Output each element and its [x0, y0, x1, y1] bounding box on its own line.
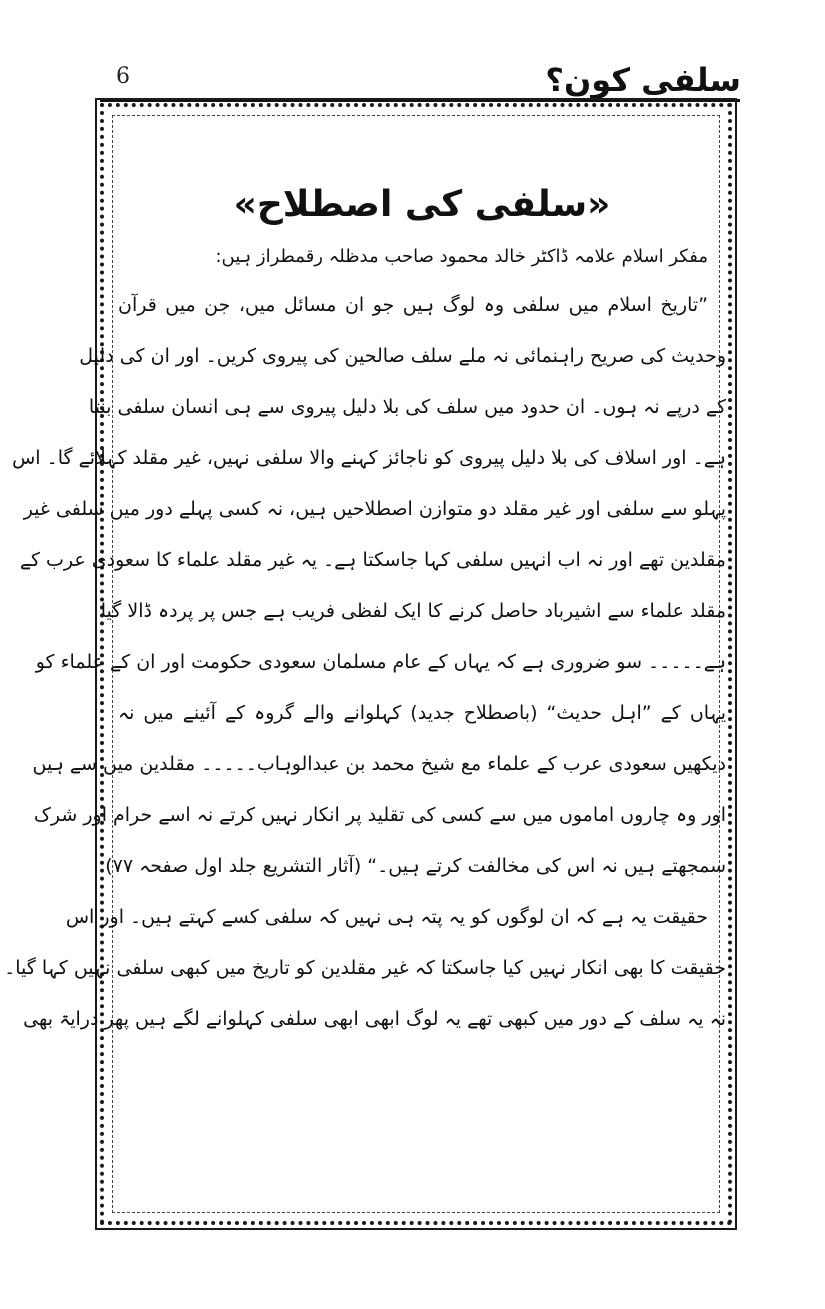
body-line-1: ”تاریخ اسلام میں سلفی وہ لوگ ہیں جو ان مسائل میں، جن میں قرآن: [118, 294, 708, 316]
page-number: 6: [116, 64, 130, 89]
section-title: «سلفی کی اصطلاح»: [233, 184, 611, 225]
body-line-13: حقیقت یہ ہے کہ ان لوگوں کو یہ پتہ ہی نہیں کہ سلفی کسے کہتے ہیں۔ اور اس: [65, 906, 708, 928]
header-rule: [100, 99, 740, 102]
body-line-10: دیکھیں سعودی عرب کے علماء مع شیخ محمد بن عبدالوہاب۔۔۔۔۔ مقلدین میں سے ہیں: [32, 753, 726, 775]
body-line-8: ہے۔۔۔۔۔ سو ضروری ہے کہ یہاں کے عام مسلمان سعودی حکومت اور ان کے علماء کو: [35, 651, 726, 673]
page-content: [4, 180, 726, 1045]
body-line-3: کے درپے نہ ہوں۔ ان حدود میں سلف کی بلا دلیل پیروی سے ہی انسان سلفی بنتا: [88, 396, 726, 418]
body-line-9: یہاں کے ”اہل حدیث“ (باصطلاح جدید) کہلوانے والے گروہ کے آئینے میں نہ: [118, 702, 726, 724]
body-line-5: پہلو سے سلفی اور غیر مقلد دو متوازن اصطلاحیں ہیں، نہ کسی پہلے دور میں سلفی غیر: [23, 498, 726, 520]
body-line-2: وحدیث کی صریح راہنمائی نہ ملے سلف صالحین کی پیروی کریں۔ اور ان کی دلیل: [79, 345, 726, 367]
body-line-7: مقلد علماء سے اشیرباد حاصل کرنے کا ایک لفظی فریب ہے جس پر پردہ ڈالا گیا: [100, 600, 726, 622]
body-line-4: ہے۔ اور اسلاف کی بلا دلیل پیروی کو ناجائز کہنے والا سلفی نہیں، غیر مقلد کہلائے گا۔ اس: [12, 447, 726, 469]
body-line-15: نہ یہ سلف کے دور میں کبھی تھے یہ لوگ ابھی ابھی سلفی کہلوانے لگے ہیں پھر درایۃ بھی: [23, 1008, 726, 1030]
intro-line: مفکر اسلام علامہ ڈاکٹر خالد محمود صاحب مدظلہ رقمطراز ہیں:: [215, 246, 708, 267]
body-line-14: حقیقت کا بھی انکار نہیں کیا جاسکتا کہ غیر مقلدین کو تاریخ میں کبھی سلفی نہیں کہا گیا۔: [4, 957, 726, 979]
running-title: سلفی کون؟: [545, 61, 741, 99]
body-line-12: سمجھتے ہیں نہ اس کی مخالفت کرتے ہیں۔“ (آثار التشریع جلد اول صفحہ ۷۷): [105, 855, 726, 877]
body-line-6: مقلدین تھے اور نہ اب انہیں سلفی کہا جاسکتا ہے۔ یہ غیر مقلد علماء کا سعودی عرب کے: [19, 549, 726, 571]
body-line-11: اور وہ چاروں اماموں میں سے کسی کی تقلید پر انکار نہیں کرتے نہ اسے حرام اور شرک: [33, 804, 726, 826]
